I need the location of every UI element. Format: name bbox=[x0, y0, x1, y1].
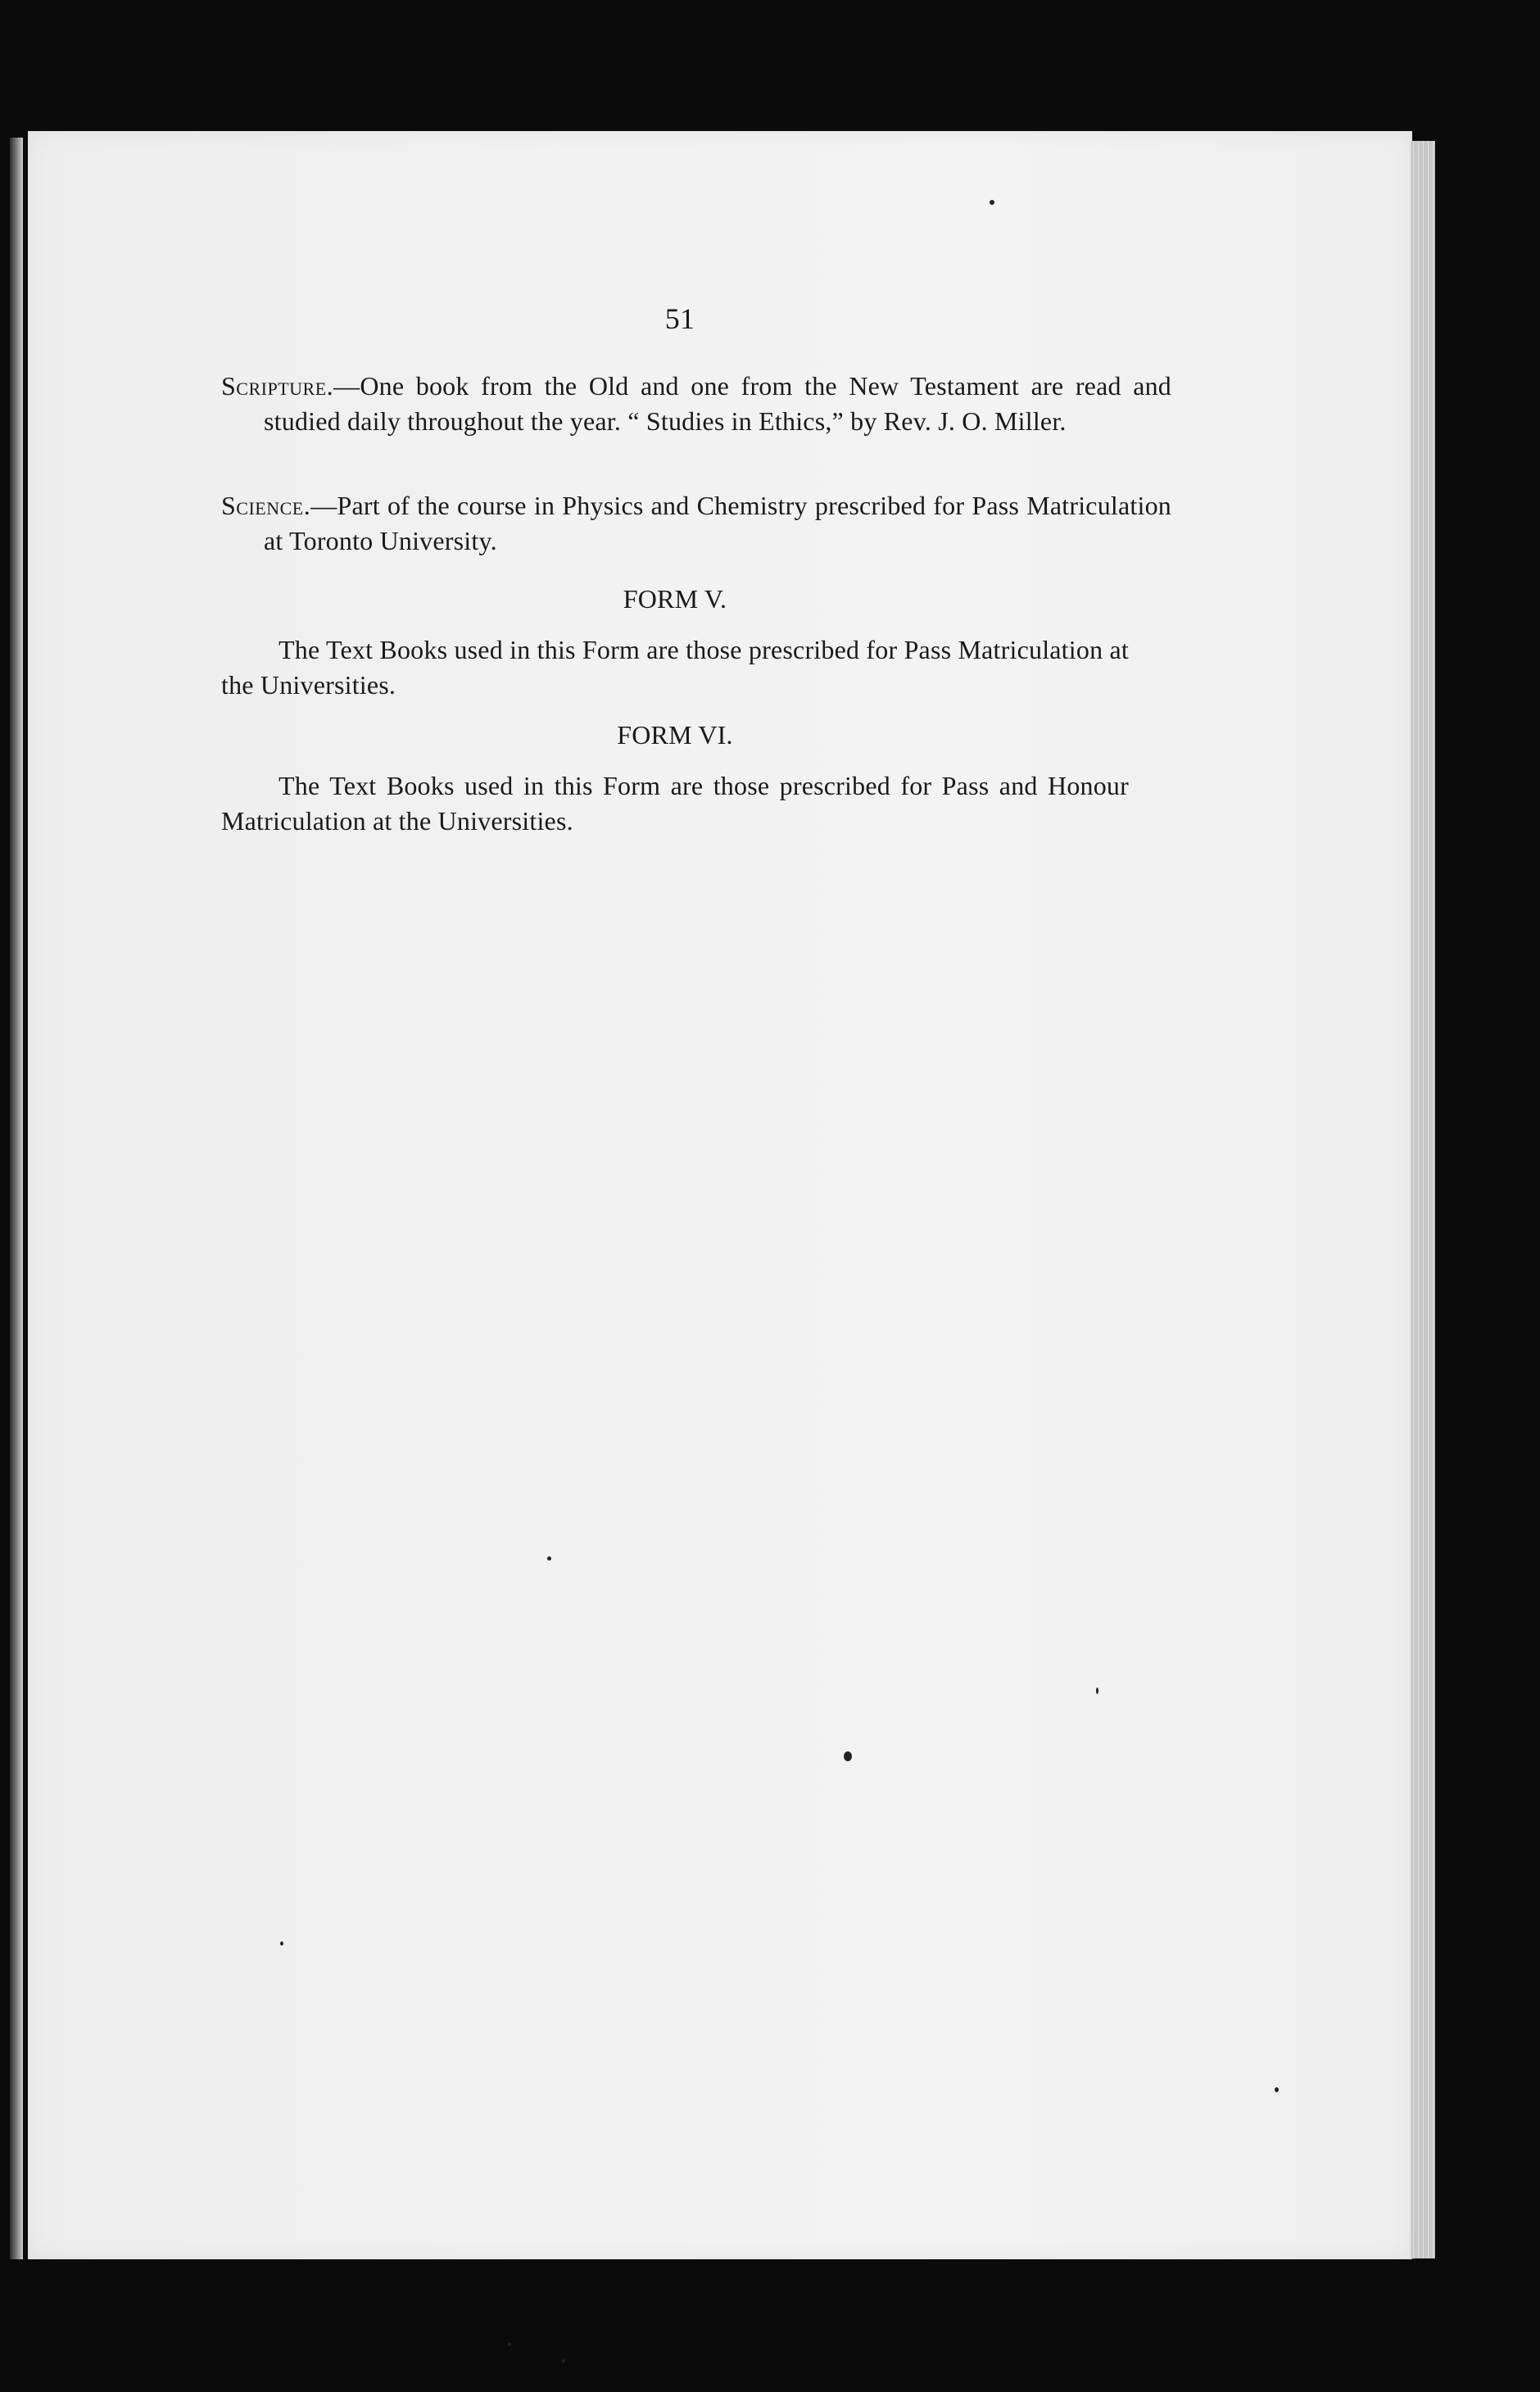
scripture-text: —One book from the Old and one from the New Testament are read and studied daily throughout the year. “ Studies in Ethics,” by Rev. J. O. Miller. bbox=[264, 371, 1171, 436]
scripture-heading: Scripture. bbox=[221, 371, 334, 401]
scan-speck bbox=[1275, 2087, 1279, 2092]
scan-speck bbox=[547, 1556, 551, 1561]
scripture-entry bbox=[221, 369, 1171, 439]
scan-speck bbox=[1096, 1688, 1098, 1694]
form-v-paragraph: The Text Books used in this Form are those prescribed for Pass Matriculation at the Universities. bbox=[221, 635, 1129, 700]
form-vi-heading: FORM VI. bbox=[617, 720, 733, 750]
scan-speck bbox=[990, 200, 994, 205]
scan-speck bbox=[508, 2343, 511, 2346]
scan-speck bbox=[844, 1751, 852, 1761]
form-vi-paragraph: The Text Books used in this Form are those prescribed for Pass and Honour Matriculation at the Universities. bbox=[221, 771, 1129, 836]
scan-speck bbox=[562, 2359, 565, 2363]
form-v-heading: FORM V. bbox=[623, 584, 727, 614]
book-page bbox=[28, 131, 1412, 2259]
science-heading: Science. bbox=[221, 491, 311, 520]
left-page-edge bbox=[10, 138, 23, 2259]
right-page-edges bbox=[1411, 141, 1435, 2258]
page-number: 51 bbox=[664, 302, 695, 335]
science-entry bbox=[221, 488, 1171, 559]
science-text: —Part of the course in Physics and Chemistry prescribed for Pass Matriculation at Toronto University. bbox=[264, 491, 1171, 555]
scan-speck bbox=[280, 1941, 283, 1946]
